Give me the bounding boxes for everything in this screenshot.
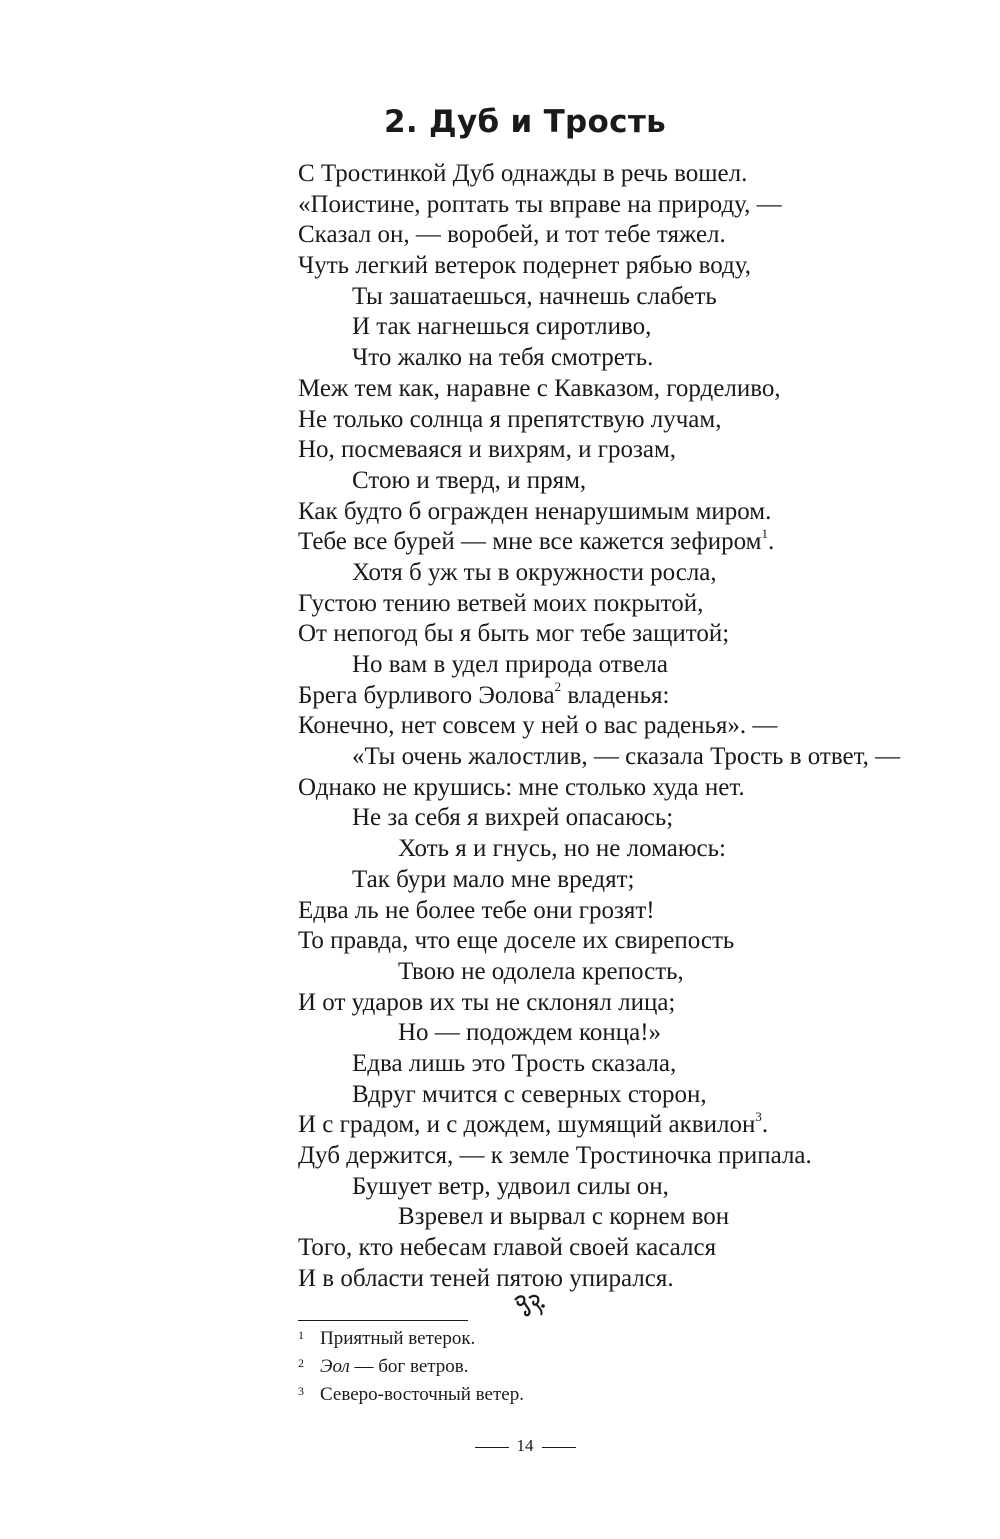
poem-line-text: То правда, что еще доселе их свирепость	[298, 927, 735, 955]
footnote-divider	[298, 1320, 468, 1321]
poem-line-text: Брега бурливого Эолова	[298, 681, 555, 709]
footnote-text: Северо-восточный ветер.	[320, 1384, 524, 1405]
poem-line	[298, 589, 978, 620]
poem-line	[298, 988, 978, 1019]
poem-line-text: Твою не одолела крепость,	[398, 957, 684, 985]
footnote-mark: 1	[298, 1328, 304, 1342]
poem-line-text: Бушует ветр, удвоил силы он,	[352, 1172, 669, 1200]
footnote-reference[interactable]: 2	[554, 679, 562, 695]
footnote-mark: 3	[298, 1384, 304, 1398]
poem-line-text: Как будто б огражден ненарушимым миром.	[298, 497, 772, 525]
poem-line	[298, 374, 978, 405]
poem-line-text: С Тростинкой Дуб однажды в речь вошел.	[298, 160, 748, 187]
poem-line-text: Дуб держится, — к земле Тростиночка припала.	[298, 1142, 812, 1169]
footnote-italic-term: Эол	[320, 1356, 350, 1377]
poem-line-text: Взревел и вырвал с корнем вон	[398, 1203, 730, 1231]
poem-line	[298, 1018, 978, 1049]
poem-line-text: Конечно, нет совсем у ней о вас раденья». —	[298, 712, 778, 740]
poem-line-text-after-note: .	[761, 1111, 769, 1139]
poem-line	[298, 742, 978, 773]
poem-line	[298, 220, 978, 251]
poem-line-text: Густою тению ветвей моих покрытой,	[298, 589, 704, 617]
poem-line	[298, 497, 978, 528]
poem-line	[298, 619, 978, 650]
poem-line-text: Но — подождем конца!»	[398, 1019, 662, 1047]
poem-line	[298, 282, 978, 313]
poem-line-text: Сказал он, — воробей, и тот тебе тяжел.	[298, 221, 726, 249]
page-number-dash-right	[542, 1447, 576, 1448]
poem-line-text: Ты зашатаешься, начнешь слабеть	[352, 282, 717, 310]
poem-line	[298, 527, 978, 558]
poem-line	[298, 159, 978, 190]
poem-line-text: Того, кто небесам главой своей касался	[298, 1234, 717, 1262]
poem-line	[298, 1202, 978, 1233]
footnote-reference[interactable]: 3	[755, 1108, 762, 1124]
footnotes	[298, 1325, 698, 1409]
poem-line-text: Едва ль не более тебе они грозят!	[298, 896, 655, 924]
poem-body	[298, 159, 978, 1294]
poem-line-text: И так нагнешься сиротливо,	[352, 313, 652, 341]
poem-line-text: Не за себя я вихрей опасаюсь;	[352, 804, 674, 832]
ornament-icon	[512, 1292, 546, 1318]
poem-line	[298, 896, 978, 927]
poem-line	[298, 803, 978, 834]
poem-line-text: И от ударов их ты не склонял лица;	[298, 988, 676, 1016]
poem-line	[298, 1110, 978, 1141]
poem-line	[298, 1172, 978, 1203]
poem-line-text-after-note: .	[767, 528, 775, 556]
poem-line-text: «Ты очень жалостлив, — сказала Трость в ответ, —	[352, 743, 901, 771]
footnote-text-wrapper	[320, 1384, 524, 1405]
poem-line-text: Стою и тверд, и прям,	[352, 466, 587, 494]
poem-line-text: Тебе все бурей — мне все кажется зефиром	[298, 528, 762, 556]
footnote-text-wrapper	[320, 1328, 475, 1349]
poem-line	[298, 711, 978, 742]
footnote-text-wrapper	[320, 1356, 469, 1377]
footnote-item	[298, 1381, 698, 1409]
poem-line	[298, 1264, 978, 1295]
poem-line	[298, 312, 978, 343]
poem-line	[298, 1141, 978, 1172]
poem-line	[298, 466, 978, 497]
poem-line	[298, 435, 978, 466]
poem-line-text: Однако не крушись: мне столько худа нет.	[298, 773, 745, 801]
poem-line-text: Но, посмеваяся и вихрям, и грозам,	[298, 436, 677, 464]
poem-line-text-after-note: владенья:	[561, 681, 670, 709]
footnote-reference[interactable]: 1	[761, 525, 768, 541]
poem-line	[298, 926, 978, 957]
page-number-block	[0, 1436, 1000, 1456]
poem-line	[298, 190, 978, 221]
poem-line	[298, 1080, 978, 1111]
footnote-text: Приятный ветерок.	[320, 1328, 476, 1349]
poem-line-text: И с градом, и с дождем, шумящий аквилон	[298, 1111, 756, 1139]
poem-line	[298, 650, 978, 681]
poem-line-text: Но вам в удел природа отвела	[352, 651, 668, 678]
poem-line-text: Чуть легкий ветерок подернет рябью воду,	[298, 252, 752, 280]
footnote-mark: 2	[298, 1356, 304, 1370]
poem-line	[298, 773, 978, 804]
poem-line-text: И в области теней пятою упирался.	[298, 1264, 674, 1292]
poem-line	[298, 834, 978, 865]
poem-line	[298, 251, 978, 282]
poem-line-text: От непогод бы я быть мог тебе защитой;	[298, 620, 730, 648]
poem-line-text: «Поистине, роптать ты вправе на природу, —	[298, 190, 782, 218]
poem-line-text: Едва лишь это Трость сказала,	[352, 1049, 677, 1077]
poem-line	[298, 1049, 978, 1080]
page-number: 14	[516, 1436, 534, 1455]
poem-line-text: Хотя б уж ты в окружности росла,	[352, 558, 717, 586]
poem-line-text: Не только солнца я препятствую лучам,	[298, 405, 722, 433]
poem-line	[298, 405, 978, 436]
footnote-text: — бог ветров.	[349, 1356, 469, 1377]
poem-line-text: Так бури мало мне вредят;	[352, 865, 635, 893]
poem-line	[298, 558, 978, 589]
poem-line	[298, 957, 978, 988]
page-title: 2. Дуб и Трость	[384, 104, 666, 140]
poem-line-text: Хоть я и гнусь, но не ломаюсь:	[398, 835, 726, 863]
poem-line-text: Вдруг мчится с северных сторон,	[352, 1080, 707, 1108]
page-number-dash-left	[475, 1447, 509, 1448]
poem-line	[298, 343, 978, 374]
poem-line	[298, 1233, 978, 1264]
footnote-item	[298, 1353, 698, 1381]
footnote-item	[298, 1325, 698, 1353]
poem-line-text: Меж тем как, наравне с Кавказом, горделиво,	[298, 374, 781, 402]
poem-line	[298, 865, 978, 896]
poem-line-text: Что жалко на тебя смотреть.	[352, 344, 654, 372]
poem-line	[298, 681, 978, 712]
